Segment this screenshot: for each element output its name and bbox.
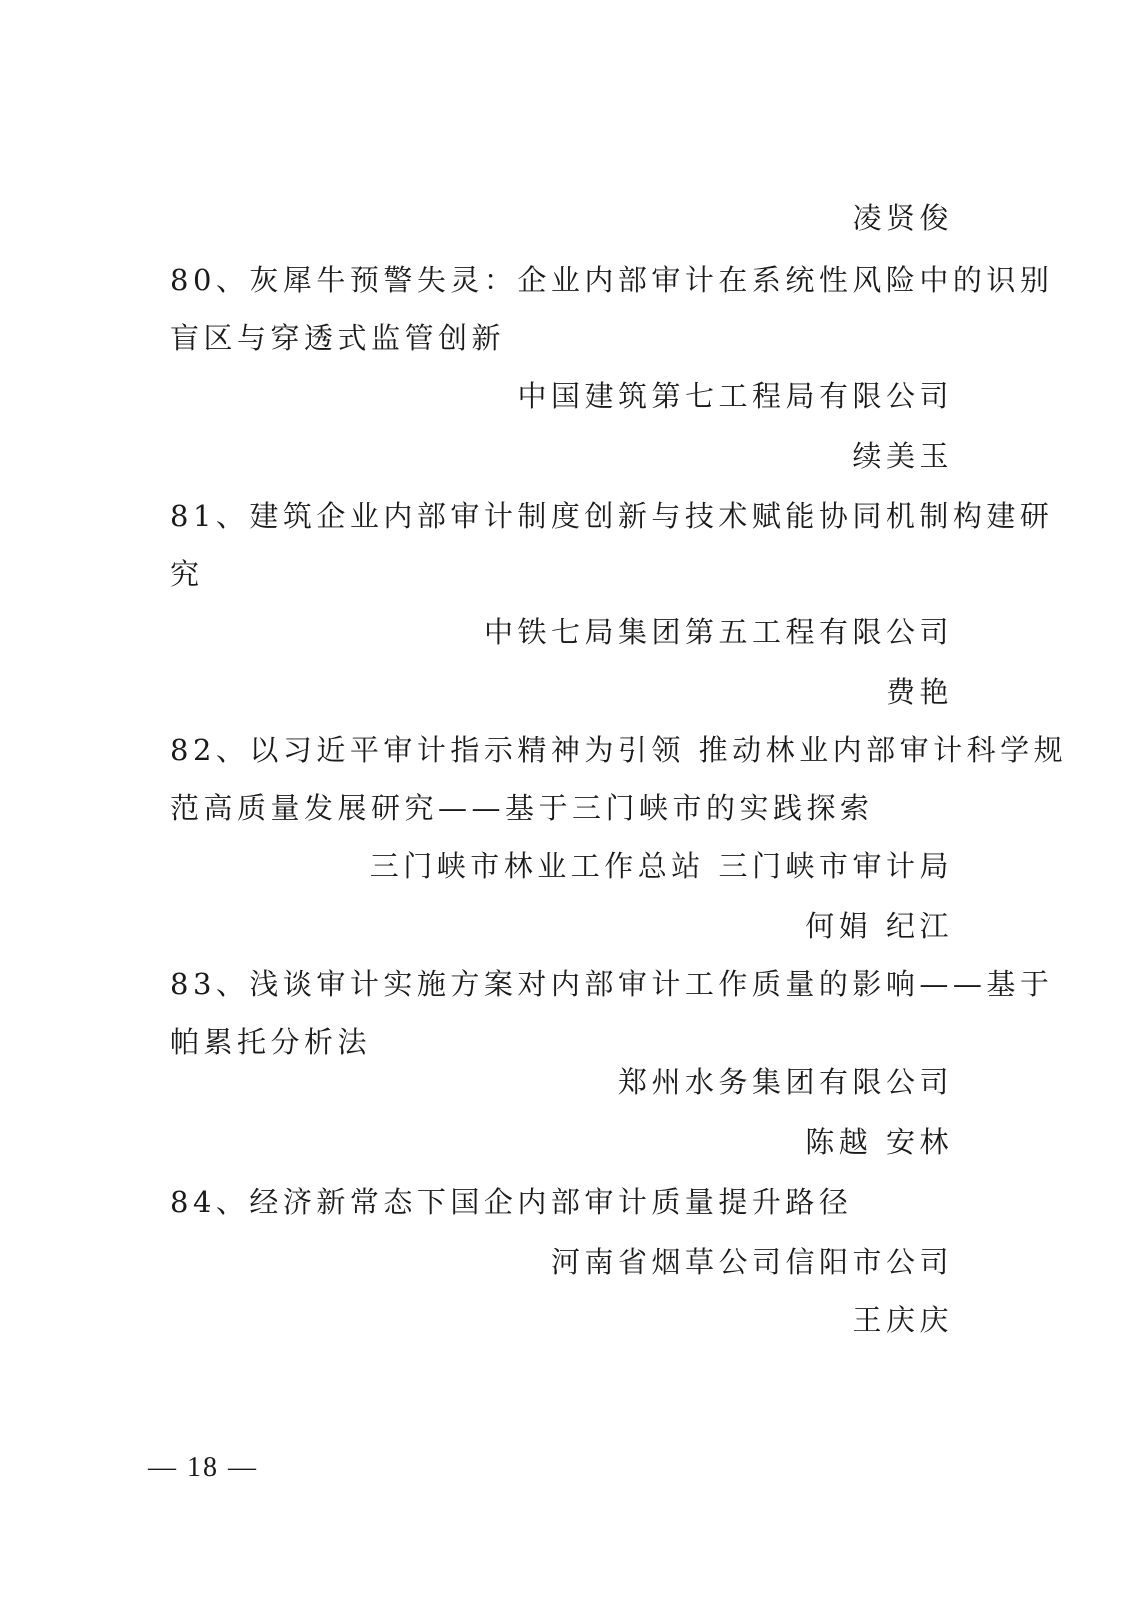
entry-title-line: 究 xyxy=(170,557,204,591)
entry-author: 何娟 纪江 xyxy=(805,909,953,943)
entry-title-line: 帕累托分析法 xyxy=(170,1025,372,1059)
entry-author: 王庆庆 xyxy=(852,1303,953,1337)
entry-title-line: 范高质量发展研究——基于三门峡市的实践探索 xyxy=(170,791,874,825)
entry-organization: 三门峡市林业工作总站 三门峡市审计局 xyxy=(369,849,953,883)
entry-author: 陈越 安林 xyxy=(805,1125,953,1159)
author-line: 凌贤俊 xyxy=(852,201,953,235)
entry-organization: 河南省烟草公司信阳市公司 xyxy=(550,1245,953,1279)
entry-title-line: 83、浅谈审计实施方案对内部审计工作质量的影响——基于 xyxy=(170,967,1054,1001)
page-number: — 18 — xyxy=(148,1452,258,1483)
entry-title-line: 盲区与穿透式监管创新 xyxy=(170,321,506,355)
entry-title-line: 80、灰犀牛预警失灵：企业内部审计在系统性风险中的识别 xyxy=(170,263,1054,297)
entry-author: 续美玉 xyxy=(852,439,953,473)
entry-title-line: 84、经济新常态下国企内部审计质量提升路径 xyxy=(170,1185,853,1219)
entry-organization: 中铁七局集团第五工程有限公司 xyxy=(483,615,953,649)
entry-organization: 郑州水务集团有限公司 xyxy=(617,1065,953,1099)
entry-organization: 中国建筑第七工程局有限公司 xyxy=(517,379,953,413)
entry-title-line: 82、以习近平审计指示精神为引领 推动林业内部审计科学规 xyxy=(170,733,1068,767)
entry-author: 费艳 xyxy=(885,675,953,709)
entry-title-line: 81、建筑企业内部审计制度创新与技术赋能协同机制构建研 xyxy=(170,499,1054,533)
